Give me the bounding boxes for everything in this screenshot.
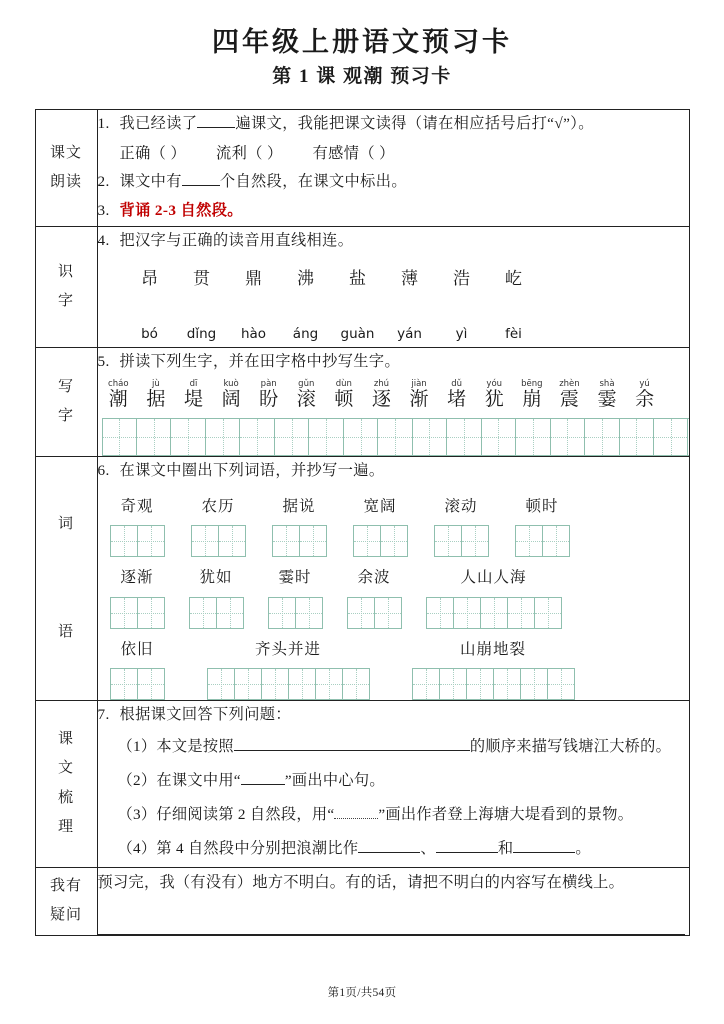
vocabulary-instruction <box>98 457 689 486</box>
section-label-line: 字 <box>57 293 74 310</box>
recognize-char[interactable]: 浩 <box>453 268 470 288</box>
vocabulary-row <box>98 492 689 557</box>
question-label: （4） <box>117 840 157 858</box>
tianzige-cell[interactable] <box>235 669 262 699</box>
section-label-line: 写 <box>57 379 74 396</box>
item-number: 4. <box>97 232 110 250</box>
writing-char-hanzi: 余 <box>635 389 655 411</box>
writing-char-cell <box>551 379 589 411</box>
vocabulary-write-grid[interactable] <box>434 525 489 557</box>
vocabulary-write-grid[interactable] <box>426 597 562 629</box>
item-text: 根据课文回答下列问题： <box>119 705 291 723</box>
recognize-char[interactable]: 沸 <box>297 268 314 288</box>
checkbox-emotional[interactable]: 有感情（ ） <box>312 144 395 162</box>
item-text-mid: 遍课文，我能把课文读得（请在相应括号后打“√”）。 <box>235 114 594 132</box>
fill-blank-paragraph-count[interactable] <box>182 185 220 186</box>
recognize-pinyin[interactable]: dǐng <box>186 326 217 343</box>
tianzige-cell[interactable] <box>381 526 408 556</box>
writing-instruction <box>98 348 689 377</box>
tianzige-cell[interactable] <box>482 419 516 455</box>
writing-char-cell <box>513 379 551 411</box>
section-label-reading <box>35 109 97 226</box>
writing-char-pinyin: dǔ <box>451 379 463 390</box>
writing-character-list <box>100 379 689 411</box>
reading-item-3 <box>98 197 689 226</box>
table-row-recognize <box>35 227 689 348</box>
tianzige-cell[interactable] <box>138 669 165 699</box>
question-label: （3） <box>117 806 157 824</box>
vocabulary-item <box>191 492 246 557</box>
tianzige-cell[interactable] <box>111 669 138 699</box>
vocabulary-write-grid[interactable] <box>110 597 165 629</box>
vocabulary-word-label: 山崩地裂 <box>459 640 526 658</box>
recognize-char[interactable]: 盐 <box>349 268 366 288</box>
section-label-line: 词 <box>57 516 74 533</box>
tianzige-cell[interactable] <box>481 598 508 628</box>
tianzige-cell[interactable] <box>217 598 244 628</box>
recognize-pinyin[interactable]: fèi <box>505 326 522 343</box>
section-body-vocabulary <box>97 457 689 701</box>
writing-char-pinyin: dùn <box>335 379 352 390</box>
writing-char-hanzi: 滚 <box>296 389 316 411</box>
item-text-pre: 我已经读了 <box>119 114 198 132</box>
question-post: ”画出作者登上海塘大堤看到的景物。 <box>378 806 634 824</box>
item-number: 5. <box>97 353 110 371</box>
reading-item-2 <box>98 168 689 197</box>
writing-char-hanzi: 阔 <box>221 389 241 411</box>
item-text: 在课文中圈出下列词语，并抄写一遍。 <box>119 462 385 480</box>
recognize-character-row <box>98 262 689 295</box>
tianzige-cell[interactable] <box>535 598 562 628</box>
comprehension-instruction <box>98 701 689 730</box>
question-label: （2） <box>117 771 157 789</box>
recognize-instruction <box>98 227 689 256</box>
vocabulary-write-grid[interactable] <box>353 525 408 557</box>
tianzige-cell[interactable] <box>240 419 274 455</box>
tianzige-cell[interactable] <box>206 419 240 455</box>
tianzige-cell[interactable] <box>551 419 585 455</box>
writing-char-pinyin: yú <box>639 379 650 390</box>
tianzige-cell[interactable] <box>111 526 138 556</box>
writing-char-cell <box>137 379 175 411</box>
reading-checkbox-row <box>98 139 689 169</box>
page-subtitle: 第 1 课 观潮 预习卡 <box>272 66 452 88</box>
writing-char-cell <box>475 379 513 411</box>
writing-char-hanzi: 渐 <box>409 389 429 411</box>
recognize-pinyin-row <box>98 321 689 347</box>
tianzige-cell[interactable] <box>190 598 217 628</box>
section-body-recognize <box>97 227 689 348</box>
question-post: 。 <box>575 840 591 858</box>
section-label-line: 我有 <box>49 878 82 895</box>
question-pre: 第 4 自然段中分别把浪潮比作 <box>156 840 359 858</box>
vocabulary-item <box>272 492 327 557</box>
tianzige-cell[interactable] <box>219 526 246 556</box>
vocabulary-item <box>189 563 244 628</box>
vocabulary-word-label: 滚动 <box>444 498 478 516</box>
tianzige-cell[interactable] <box>413 669 440 699</box>
question-post: ”画出中心句。 <box>284 771 385 789</box>
writing-char-hanzi: 震 <box>559 389 579 411</box>
vocabulary-word-label: 依旧 <box>120 640 154 658</box>
section-label-writing <box>35 348 97 457</box>
comprehension-question-4 <box>98 832 689 866</box>
section-label-recognize <box>35 227 97 348</box>
tianzige-cell[interactable] <box>300 526 327 556</box>
vocabulary-item <box>412 635 575 700</box>
tianzige-cell[interactable] <box>137 419 171 455</box>
item-number: 7. <box>97 705 110 723</box>
tianzige-cell[interactable] <box>454 598 481 628</box>
recognize-char[interactable]: 屹 <box>505 268 522 288</box>
tianzige-cell[interactable] <box>521 669 548 699</box>
writing-char-cell <box>287 379 325 411</box>
tianzige-cell[interactable] <box>620 419 654 455</box>
tianzige-cell[interactable] <box>192 526 219 556</box>
tianzige-cell[interactable] <box>208 669 235 699</box>
vocabulary-item <box>515 492 570 557</box>
table-row-doubt <box>35 867 689 936</box>
vocabulary-item <box>110 563 165 628</box>
writing-char-pinyin: shà <box>599 379 615 390</box>
item-number: 6. <box>97 462 110 480</box>
page-title: 四年级上册语文预习卡 <box>212 27 512 57</box>
item-text: 把汉字与正确的读音用直线相连。 <box>119 232 354 250</box>
tianzige-cell[interactable] <box>273 526 300 556</box>
tianzige-cell[interactable] <box>516 419 550 455</box>
item-number: 2. <box>97 173 110 191</box>
tianzige-cell[interactable] <box>343 669 370 699</box>
section-label-line: 课文 <box>49 144 82 161</box>
item-text-pre: 课文中有 <box>119 173 182 191</box>
vocabulary-item <box>207 635 370 700</box>
answer-blank-metaphor-2[interactable] <box>436 852 498 853</box>
vocabulary-write-grid[interactable] <box>515 525 570 557</box>
section-label-line: 语 <box>57 623 74 640</box>
vocabulary-row <box>98 635 689 700</box>
tianzige-cell[interactable] <box>413 419 447 455</box>
tianzige-cell[interactable] <box>462 526 489 556</box>
writing-char-hanzi: 霎 <box>597 389 617 411</box>
question-label: （1） <box>117 737 157 755</box>
writing-char-hanzi: 顿 <box>334 389 354 411</box>
tianzige-cell[interactable] <box>494 669 521 699</box>
recognize-char[interactable]: 鼎 <box>245 268 262 288</box>
doubt-answer-line[interactable] <box>98 913 685 935</box>
comprehension-question-1 <box>98 730 689 764</box>
tianzige-cell[interactable] <box>427 598 454 628</box>
recognize-pinyin[interactable]: bó <box>141 326 158 343</box>
writing-char-pinyin: zhú <box>373 379 390 390</box>
vocabulary-word-label: 犹如 <box>199 569 233 587</box>
doubt-text: 预习完，我（有没有）地方不明白。有的话，请把不明白的内容写在横线上。 <box>97 873 625 891</box>
writing-char-cell <box>626 379 664 411</box>
tianzige-cell[interactable] <box>111 598 138 628</box>
writing-char-cell <box>363 379 401 411</box>
tianzige-cell[interactable] <box>138 598 165 628</box>
answer-blank-centerline[interactable] <box>241 784 285 785</box>
vocabulary-word-label: 霎时 <box>278 569 312 587</box>
writing-char-pinyin: bēng <box>521 379 543 390</box>
tianzige-cell[interactable] <box>508 598 535 628</box>
tianzige-cell[interactable] <box>654 419 688 455</box>
writing-char-hanzi: 据 <box>146 389 166 411</box>
writing-char-pinyin: yóu <box>486 379 503 390</box>
section-body-doubt <box>97 867 689 936</box>
vocabulary-word-label: 余波 <box>357 569 391 587</box>
tianzige-cell[interactable] <box>440 669 467 699</box>
recognize-char[interactable]: 贯 <box>193 268 210 288</box>
section-label-line: 识 <box>57 264 74 280</box>
vocabulary-item <box>434 492 489 557</box>
section-body-comprehension <box>97 700 689 867</box>
worksheet-table <box>35 109 690 936</box>
answer-blank-metaphor-1[interactable] <box>358 852 420 853</box>
vocabulary-write-grid[interactable] <box>412 668 575 700</box>
question-mid2: 和 <box>497 840 514 858</box>
question-post: 的顺序来描写钱塘江大桥的。 <box>469 737 672 755</box>
vocabulary-write-grid[interactable] <box>191 525 246 557</box>
vocabulary-word-label: 据说 <box>282 498 316 516</box>
writing-char-pinyin: gǔn <box>298 379 315 390</box>
writing-char-cell <box>175 379 213 411</box>
recognize-pinyin[interactable]: guàn <box>340 326 375 343</box>
vocabulary-write-grid[interactable] <box>207 668 370 700</box>
vocabulary-write-grid[interactable] <box>272 525 327 557</box>
vocabulary-word-label: 奇观 <box>120 498 154 516</box>
tianzige-cell[interactable] <box>354 526 381 556</box>
vocabulary-word-label: 宽阔 <box>363 498 397 516</box>
writing-char-pinyin: kuò <box>223 379 239 390</box>
vocabulary-word-label: 逐渐 <box>120 569 154 587</box>
item-text-recite: 背诵 2-3 自然段。 <box>119 202 243 220</box>
writing-grid-strip <box>102 418 689 456</box>
writing-char-cell <box>588 379 626 411</box>
tianzige-cell[interactable] <box>138 526 165 556</box>
writing-char-hanzi: 崩 <box>522 389 542 411</box>
tianzige-cell[interactable] <box>103 419 137 455</box>
tianzige-cell[interactable] <box>348 598 375 628</box>
item-number: 1. <box>97 114 110 132</box>
checkbox-fluent[interactable]: 流利（ ） <box>216 144 283 162</box>
section-label-line: 理 <box>57 818 74 835</box>
writing-char-cell <box>325 379 363 411</box>
section-label-line: 文 <box>57 760 74 777</box>
vocabulary-row <box>98 563 689 628</box>
writing-char-cell <box>100 379 138 411</box>
recognize-pinyin[interactable]: yì <box>455 326 468 343</box>
vocabulary-write-grid[interactable] <box>347 597 402 629</box>
comprehension-question-2 <box>98 764 689 798</box>
vocabulary-item <box>426 563 562 628</box>
vocabulary-item <box>347 563 402 628</box>
recognize-char[interactable]: 薄 <box>401 268 418 288</box>
title-block <box>0 0 724 93</box>
tianzige-cell[interactable] <box>171 419 205 455</box>
writing-char-cell <box>438 379 476 411</box>
tianzige-cell[interactable] <box>344 419 378 455</box>
section-body-writing <box>97 348 689 457</box>
question-mid1: 、 <box>420 840 436 858</box>
vocabulary-item <box>268 563 323 628</box>
section-label-line: 课 <box>57 731 74 748</box>
checkbox-correct[interactable]: 正确（ ） <box>119 144 187 162</box>
tianzige-cell[interactable] <box>309 419 343 455</box>
recognize-char[interactable]: 昂 <box>141 268 158 288</box>
vocabulary-word-label: 人山人海 <box>460 569 527 587</box>
answer-blank-scenery[interactable] <box>334 818 378 819</box>
writing-char-pinyin: zhèn <box>559 379 580 390</box>
writing-char-pinyin: pàn <box>260 379 277 390</box>
section-label-line: 字 <box>57 408 74 425</box>
recognize-pinyin[interactable]: hào <box>240 326 267 343</box>
question-pre: 在课文中用“ <box>156 771 241 789</box>
writing-char-hanzi: 堤 <box>183 389 203 411</box>
vocabulary-rows <box>98 492 689 700</box>
section-label-doubt <box>35 867 97 936</box>
page-footer: 第1页/共54页 <box>327 987 397 999</box>
tianzige-cell[interactable] <box>375 598 402 628</box>
answer-blank-metaphor-3[interactable] <box>513 852 575 853</box>
vocabulary-word-label: 齐头并进 <box>254 640 321 658</box>
tianzige-cell[interactable] <box>316 669 343 699</box>
table-row-writing <box>35 348 689 457</box>
section-label-line: 梳 <box>57 789 74 806</box>
writing-char-pinyin: jù <box>152 379 160 390</box>
recognize-pinyin[interactable]: áng <box>292 326 319 343</box>
tianzige-cell[interactable] <box>585 419 619 455</box>
writing-char-pinyin: jiàn <box>411 379 427 390</box>
item-text-mid: 个自然段，在课文中标出。 <box>219 173 407 191</box>
writing-char-hanzi: 堵 <box>447 389 467 411</box>
tianzige-cell[interactable] <box>435 526 462 556</box>
vocabulary-item <box>110 635 165 700</box>
table-row-comprehension <box>35 700 689 867</box>
vocabulary-write-grid[interactable] <box>110 525 165 557</box>
writing-char-hanzi: 犹 <box>484 389 504 411</box>
table-row-reading <box>35 109 689 226</box>
tianzige-cell[interactable] <box>296 598 323 628</box>
writing-char-hanzi: 逐 <box>371 389 391 411</box>
tianzige-cell[interactable] <box>262 669 289 699</box>
section-label-comprehension <box>35 700 97 867</box>
vocabulary-word-label: 农历 <box>201 498 235 516</box>
question-pre: 本文是按照 <box>156 737 234 755</box>
tianzige-cell[interactable] <box>548 669 575 699</box>
vocabulary-write-grid[interactable] <box>110 668 165 700</box>
vocabulary-word-label: 顿时 <box>525 498 559 516</box>
table-row-vocabulary <box>35 457 689 701</box>
tianzige-cell[interactable] <box>447 419 481 455</box>
tianzige-cell[interactable] <box>269 598 296 628</box>
item-text: 拼读下列生字，并在田字格中抄写生字。 <box>119 353 401 371</box>
comprehension-question-3 <box>98 798 689 832</box>
vocabulary-write-grid[interactable] <box>268 597 323 629</box>
tianzige-cell[interactable] <box>516 526 543 556</box>
reading-item-1 <box>98 110 689 139</box>
section-label-vocabulary <box>35 457 97 701</box>
tianzige-cell[interactable] <box>543 526 570 556</box>
writing-char-pinyin: cháo <box>108 379 129 390</box>
recognize-pinyin[interactable]: yán <box>397 326 422 343</box>
tianzige-cell[interactable] <box>275 419 309 455</box>
writing-char-cell <box>212 379 250 411</box>
tianzige-cell[interactable] <box>467 669 494 699</box>
tianzige-grid[interactable] <box>102 418 689 456</box>
writing-char-pinyin: dī <box>189 379 198 390</box>
section-body-reading <box>97 109 689 226</box>
fill-blank-read-count[interactable] <box>197 127 235 128</box>
tianzige-cell[interactable] <box>289 669 316 699</box>
writing-char-hanzi: 盼 <box>259 389 279 411</box>
writing-char-cell <box>400 379 438 411</box>
answer-blank-order[interactable] <box>234 750 470 751</box>
section-label-line: 疑问 <box>49 907 82 924</box>
section-label-line: 朗读 <box>49 173 82 190</box>
vocabulary-item <box>110 492 165 557</box>
writing-char-area <box>98 379 689 456</box>
item-number: 3. <box>97 202 110 220</box>
vocabulary-item <box>353 492 408 557</box>
question-pre: 仔细阅读第 2 自然段，用“ <box>156 806 335 824</box>
vocabulary-write-grid[interactable] <box>189 597 244 629</box>
tianzige-cell[interactable] <box>378 419 412 455</box>
writing-char-cell <box>250 379 288 411</box>
writing-char-hanzi: 潮 <box>108 389 128 411</box>
